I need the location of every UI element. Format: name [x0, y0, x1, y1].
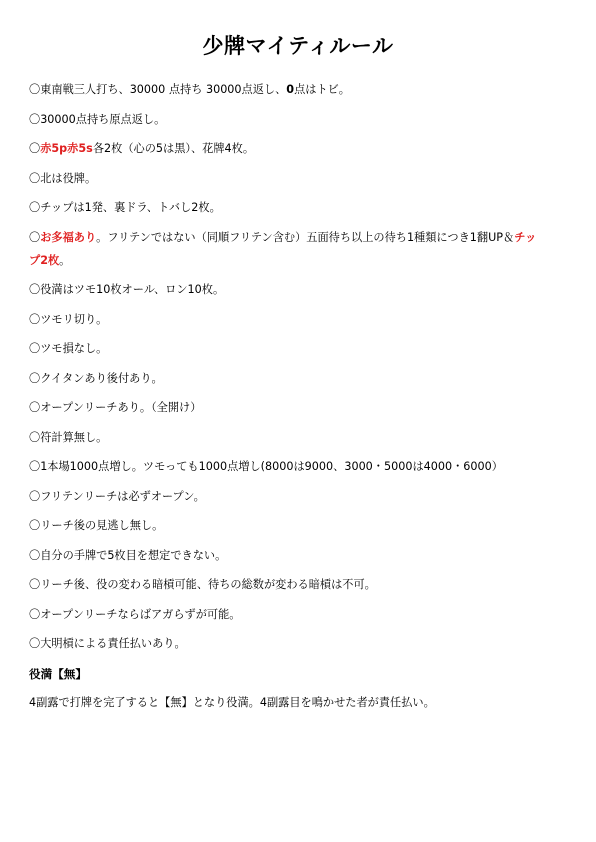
rule-item-continuation [29, 253, 574, 269]
rule-text-bold: 0 [286, 83, 295, 96]
rule-text: 点はトビ。 [294, 83, 350, 96]
rule-item: 〇オープンリーチあり。（全開け） [29, 401, 202, 414]
rule-highlight-red: お多福あり [40, 230, 97, 244]
rule-item: 〇1本場1000点増し。ツモっても1000点増し(8000は9000、3000・5000は4000・6000） [29, 460, 503, 473]
rules-list [29, 82, 574, 724]
rule-text: 各2枚（心の5は黒）、花牌4枚。 [92, 142, 255, 155]
rule-item: 〇大明槓による責任払いあり。 [29, 637, 186, 650]
rule-item: 〇リーチ後の見逃し無し。 [29, 519, 164, 532]
rule-highlight-red: 赤5p赤5s [40, 142, 93, 155]
yakuman-description: 4副露で打牌を完了すると【無】となり役満。4副露目を鳴かせた者が責任払い。 [29, 695, 435, 709]
rule-item: 〇オープンリーチならばアガらずが可能。 [29, 607, 241, 621]
rule-item: 〇ツモリ切り。 [29, 312, 108, 326]
rule-item [29, 230, 574, 246]
rule-item: 〇役満はツモ10枚オール、ロン10枚。 [29, 283, 225, 296]
rule-item: 〇リーチ後、役の変わる暗槓可能、待ちの総数が変わる暗槓は不可。 [29, 578, 376, 591]
rule-text: 。フリテンではない（同順フリテン含む）五面待ち以上の待ち1種類につき1翻UP＆ [96, 230, 515, 244]
rule-item: 〇30000点持ち原点返し。 [29, 112, 166, 126]
yakuman-heading: 役満【無】 [29, 666, 87, 681]
rule-item: 〇自分の手牌で5枚目を想定できない。 [29, 548, 227, 562]
rule-highlight-red: プ2枚 [29, 253, 60, 267]
rule-item: 〇クイタンあり後付あり。 [29, 371, 163, 385]
rule-text: 〇東南戦三人打ち、30000 点持ち 30000点返し、 [29, 83, 287, 96]
rule-item [29, 82, 574, 98]
rule-item: 〇符計算無し。 [29, 430, 108, 444]
rule-item: 〇ツモ損なし。 [29, 342, 108, 355]
rule-item: 〇チップは1発、裏ドラ、トバし2枚。 [29, 201, 221, 214]
page-title: 少牌マイティルール [202, 34, 394, 58]
rule-item [29, 141, 574, 157]
rule-item: 〇フリテンリーチは必ずオープン。 [29, 489, 205, 503]
rule-text: 〇 [29, 142, 41, 155]
rule-item: 〇北は役牌。 [29, 171, 97, 185]
rule-text: 。 [59, 253, 71, 267]
rule-text: 〇 [29, 230, 41, 244]
rule-highlight-red: チッ [514, 230, 537, 244]
